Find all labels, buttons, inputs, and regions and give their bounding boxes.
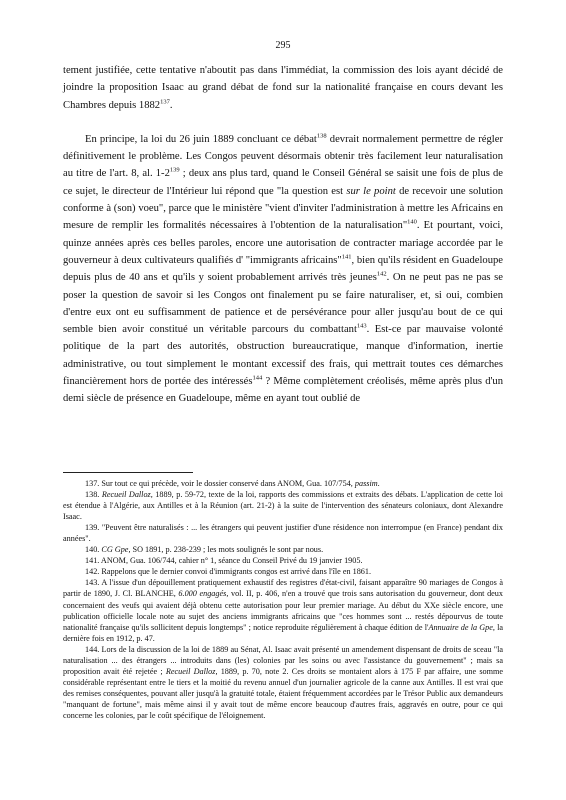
text-run: 141. ANOM, Gua. 106/744, cahier n° 1, séance du Conseil Privé du 19 janvier 1905. bbox=[85, 556, 363, 566]
footnote-137 bbox=[63, 478, 503, 489]
text-run: 139. "Peuvent être naturalisés : ... les étrangers qui peuvent justifier d'une résidence non interrompue (en France) pendant dix années". bbox=[63, 523, 503, 544]
footnote-ref: 138 bbox=[316, 132, 327, 140]
text-run: . bbox=[377, 479, 380, 488]
text-run: 144. Lors de la discussion de la loi de 1889 au Sénat, Al. Isaac avait présenté un amendement dispensant de droits de sceau "la naturalisation ... des étrangers ... introduits dans (les) colonies par les soins ou avec l'assistance du gouvernement" ; mais sa proposition avait été rejetée ; bbox=[63, 644, 503, 676]
footnote-separator bbox=[63, 472, 193, 473]
italic-text: sur le point bbox=[346, 185, 396, 197]
paragraph-1 bbox=[63, 62, 503, 114]
italic-text: CG Gpe bbox=[101, 545, 129, 555]
footnote-ref: 142 bbox=[376, 270, 387, 278]
text-run: ? Même complètement créolisés, même après plus d'un demi siècle de présence en Guadeloupe, même en ayant tout oublié de bbox=[63, 376, 503, 405]
footnote-144 bbox=[63, 644, 503, 721]
text-run: de recevoir une solution conforme à (son) voeu", parce que le ministère "vient d'inviter l'administration à mettre les Africains en mesure de remplir les formalités nécessaires à l'obtention de la naturalisation" bbox=[63, 185, 504, 232]
text-run: , SO 1891, p. 238-239 ; les mots soulignés le sont par nous. bbox=[128, 545, 324, 555]
footnote-ref: 140 bbox=[407, 218, 417, 226]
italic-text: 6.000 engagés bbox=[178, 589, 227, 599]
footnote-ref: 143 bbox=[356, 322, 367, 330]
italic-text: Recueil Dalloz bbox=[101, 490, 151, 500]
footnote-ref: 141 bbox=[341, 253, 352, 261]
text-run: 137. Sur tout ce qui précède, voir le dossier conservé dans ANOM, Gua. 107/754, bbox=[85, 479, 355, 488]
text-run: ; deux ans plus tard, quand le Conseil Général se saisit une fois de plus de ce sujet, le directeur de l'Intérieur lui répond que "la question est bbox=[63, 168, 504, 197]
text-run: . Est-ce par mauvaise volonté politique de la part des autorités, obstruction bureaucratique, manque d'information, inertie administrative, ou tout simplement le montant excessif des frais, qui mettrait toutes ces démarches financièrement hors de portée des intéressés bbox=[63, 324, 503, 388]
footnote-142 bbox=[63, 566, 503, 577]
text-run: En principe, la loi du 26 juin 1889 concluant ce débat bbox=[85, 133, 317, 145]
main-text bbox=[63, 62, 503, 408]
text-run: . Et pourtant, voici, quinze années après ces belles paroles, encore une autorisation de contracter mariage accordée par le gouverneur à deux cultivateurs qualifiés d' "immigrants africains" bbox=[63, 220, 503, 266]
paragraph-2 bbox=[63, 131, 503, 408]
page-number: 295 bbox=[275, 40, 291, 51]
text-run: 140. bbox=[85, 545, 102, 555]
text-run: , bien qu'ils résident en Guadeloupe depuis plus de 40 ans et qu'ils y soient probablement arrivés très jeunes bbox=[63, 254, 503, 284]
footnote-140 bbox=[63, 544, 503, 555]
text-run: . On ne peut pas ne pas se poser la question de savoir si les Congos ont finalement pu se faire naturaliser, et, si oui, combien d'entre eux ont eu suffisamment de patience et de persévérance pour aller jusqu'au bout de ce qui semble bien avoir constitué un véritable parcours du combattant bbox=[63, 272, 503, 336]
text-run: 138. bbox=[85, 490, 102, 500]
text-run: 143. A l'issue d'un dépouillement pratiquement exhaustif des registres d'état-civil, faisant apparaître 90 mariages de Congos à partir de 1890, J. Cl. BLANCHE, bbox=[63, 578, 503, 599]
italic-text: Recueil Dalloz bbox=[165, 666, 216, 676]
footnote-ref: 137 bbox=[160, 98, 170, 106]
footnote-ref: 144 bbox=[252, 374, 263, 382]
italic-text: Annuaire de la Gpe bbox=[428, 622, 493, 632]
text-run: 142. Rappelons que le dernier convoi d'immigrants congos est arrivé dans l'île en 1861. bbox=[85, 567, 372, 577]
text-run: devrait normalement permettre de régler définitivement le problème. Les Congos peuvent désormais obtenir très facilement leur naturalisation au titre de l'art. 8, al. 1-2 bbox=[63, 133, 503, 180]
footnote-138 bbox=[63, 489, 503, 522]
footnote-141 bbox=[63, 555, 503, 566]
footnotes bbox=[63, 478, 503, 721]
italic-text: passim bbox=[354, 479, 378, 488]
text-run: , la dernière fois en 1912, p. 47. bbox=[63, 622, 504, 643]
footnote-139 bbox=[63, 522, 503, 544]
text-run: , 1889, p. 70, note 2. Ces droits se montaient alors à 175 F par affaire, une somme considérable représentant entre le tiers et la moitié du revenu annuel d'un journalier agricole de la canne aux Antilles. Il est vrai que des remises conséquentes, pouvant aller jusqu'à la gratuité totale, étaient fréquemment accordées par le Trésor Public aux demandeurs "manquant de fortune", mais même ainsi il y avait tout de même encore beaucoup d'autres frais, aggravés en outre, pour ce qui concerne les colonies, par le coût spécifique de l'éloignement. bbox=[63, 666, 504, 720]
text-run: , vol. II, p. 406, n'en a trouvé que trois sans autorisation du gouverneur, dont deux concernaient des veufs qui avaient déjà obtenu cette autorisation pour leur premier mariage. Au début du XXe siècle encore, une publication officielle locale note au sujet des anciens immigrants africains que "ces hommes sont ... restés dépourvus de toute nationalité française qu'ils sollicitent depuis longtemps" ; notice reproduite régulièrement à chaque édition de l' bbox=[63, 589, 503, 632]
footnote-143 bbox=[63, 577, 503, 643]
text-run: , 1889, p. 59-72, texte de la loi, rapports des commissions et extraits des débats. L'application de cette loi est étendue à l'Algérie, aux Antilles et à la Réunion (art. 21-2) à la suite de l'intervention des sénateurs coloniaux, dont Alexandre Isaac. bbox=[63, 490, 504, 522]
text-run: tement justifiée, cette tentative n'aboutit pas dans l'immédiat, la commission des lois ayant décidé de joindre la proposition Isaac au grand débat de fond sur la nationalité française en cours devant les Chambres depuis 1882 bbox=[63, 65, 503, 111]
footnote-ref: 139 bbox=[169, 166, 180, 174]
text-run: . bbox=[169, 99, 173, 111]
